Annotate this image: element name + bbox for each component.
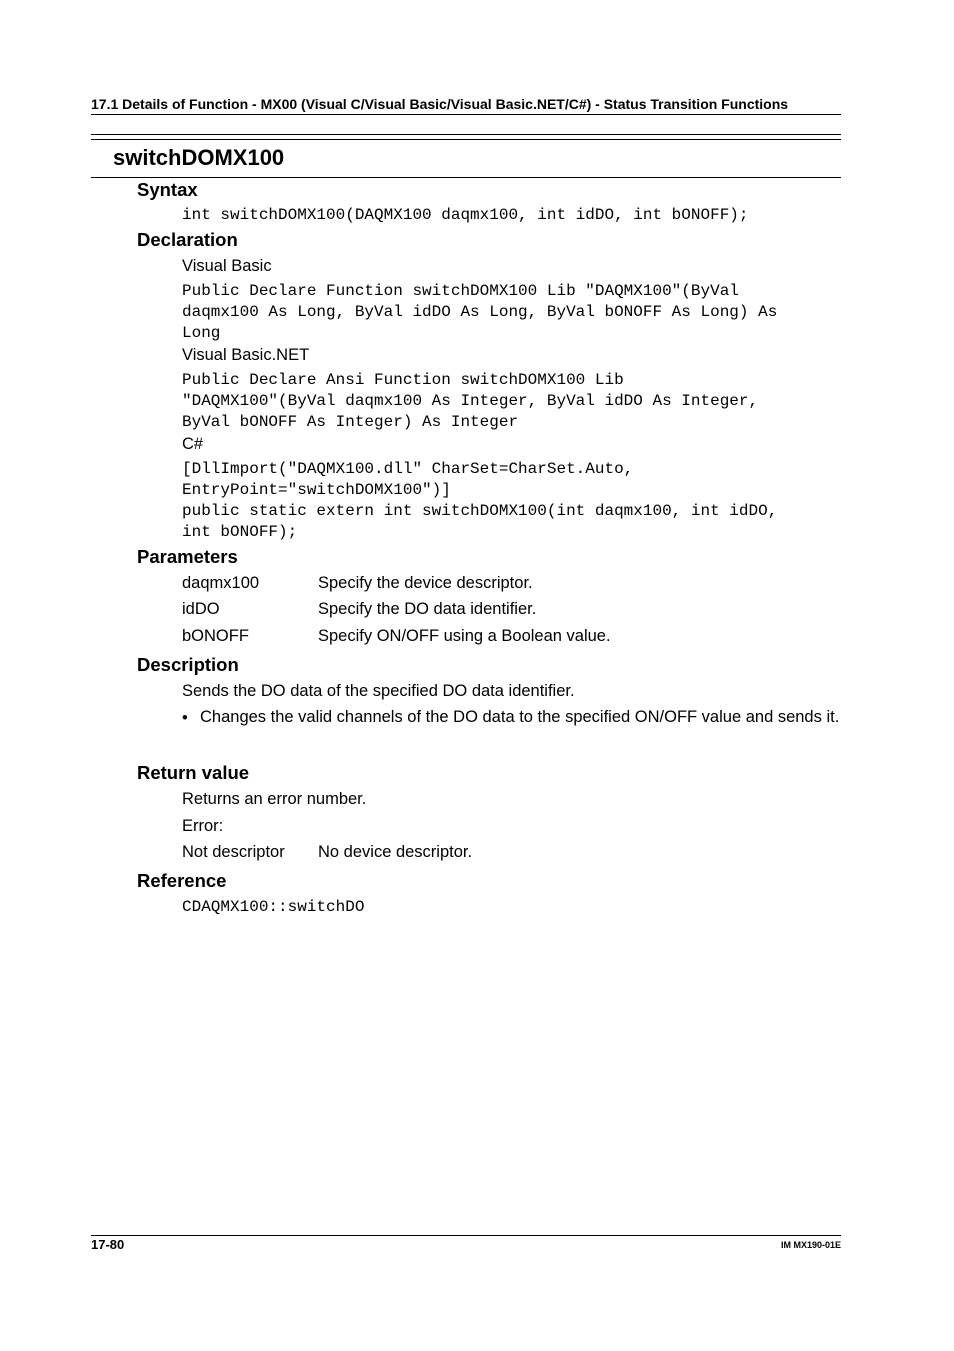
title-rule-bottom [91,177,841,178]
description-bullet-text: Changes the valid channels of the DO data to the specified ON/OFF value and sends it. [200,708,840,726]
error-label: Error: [182,817,224,835]
cs-code-line-1: [DllImport("DAQMX100.dll" CharSet=CharSet.Auto, [182,460,634,478]
param-name: idDO [182,600,220,618]
bullet-marker: • [182,709,188,727]
param-description: Specify the DO data identifier. [318,600,537,618]
document-id: IM MX190-01E [780,1240,841,1250]
vbnet-code-line-2: "DAQMX100"(ByVal daqmx100 As Integer, ByVal idDO As Integer, [182,392,759,410]
page-number: 17-80 [91,1237,125,1252]
header-rule [91,114,841,115]
title-rule-top-2 [91,139,841,140]
reference-code: CDAQMX100::switchDO [182,898,365,916]
error-name: Not descriptor [182,843,285,861]
vb-label: Visual Basic [182,257,272,275]
vb-code-line-1: Public Declare Function switchDOMX100 Lib "DAQMX100"(ByVal [182,282,739,300]
vbnet-code-line-3: ByVal bONOFF As Integer) As Integer [182,413,519,431]
function-title: switchDOMX100 [113,145,285,170]
cs-code-line-3: public static extern int switchDOMX100(int daqmx100, int idDO, [182,502,778,520]
declaration-heading: Declaration [137,229,238,250]
vb-code-line-2: daqmx100 As Long, ByVal idDO As Long, ByVal bONOFF As Long) As [182,303,778,321]
reference-heading: Reference [137,870,227,891]
description-heading: Description [137,654,239,675]
title-rule-top-1 [91,134,841,135]
vbnet-label: Visual Basic.NET [182,346,310,364]
error-description: No device descriptor. [318,843,473,861]
description-text: Sends the DO data of the specified DO data identifier. [182,682,575,700]
param-name: daqmx100 [182,574,260,592]
param-description: Specify the device descriptor. [318,574,533,592]
vb-code-line-3: Long [182,324,221,342]
running-header: 17.1 Details of Function - MX00 (Visual C/Visual Basic/Visual Basic.NET/C#) - Status Transition Functions [91,96,789,112]
param-name: bONOFF [182,627,249,645]
return-value-heading: Return value [137,762,250,783]
footer-rule [91,1235,841,1236]
return-value-text: Returns an error number. [182,790,367,808]
cs-label: C# [182,435,204,453]
cs-code-line-4: int bONOFF); [182,523,298,541]
syntax-code: int switchDOMX100(DAQMX100 daqmx100, int idDO, int bONOFF); [182,206,749,224]
parameters-heading: Parameters [137,546,238,567]
vbnet-code-line-1: Public Declare Ansi Function switchDOMX100 Lib [182,371,624,389]
cs-code-line-2: EntryPoint="switchDOMX100")] [182,481,451,499]
syntax-heading: Syntax [137,179,198,200]
param-description: Specify ON/OFF using a Boolean value. [318,627,611,645]
